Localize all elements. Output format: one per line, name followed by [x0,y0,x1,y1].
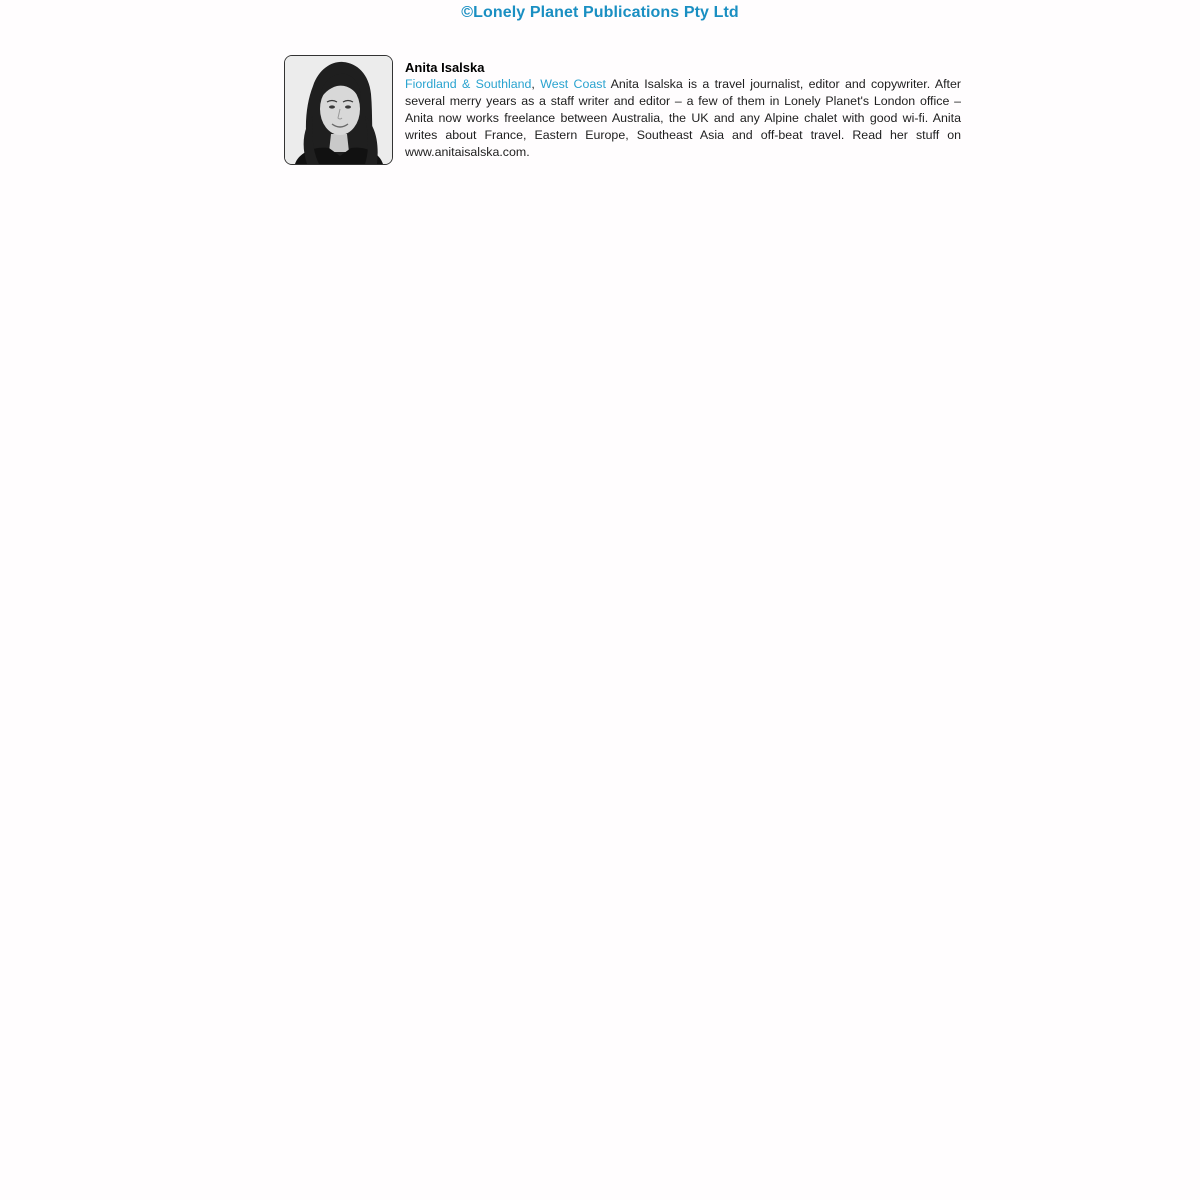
region-separator: , [531,77,541,91]
author-name: Anita Isalska [405,60,485,75]
bio-paragraph [405,76,961,161]
region-link-fiordland[interactable]: Fiordland & Southland [405,77,532,91]
author-bio-block [284,55,964,167]
copyright-notice: ©Lonely Planet Publications Pty Ltd [461,4,739,21]
region-link-west-coast[interactable]: West Coast [540,77,606,91]
bio-body: Anita Isalska is a travel journalist, editor and copywriter. After several merry years as a staff writer and editor – a few of them in Lonely Planet's London office – Anita now works freelance between Australia, the UK and any Alpine chalet with good wi-fi. Anita writes about France, Eastern Europe, Southeast Asia and off-beat travel. Read her stuff on www.anitaisalska.com. [405,77,962,159]
author-photo [284,55,393,165]
author-bio [405,60,961,161]
